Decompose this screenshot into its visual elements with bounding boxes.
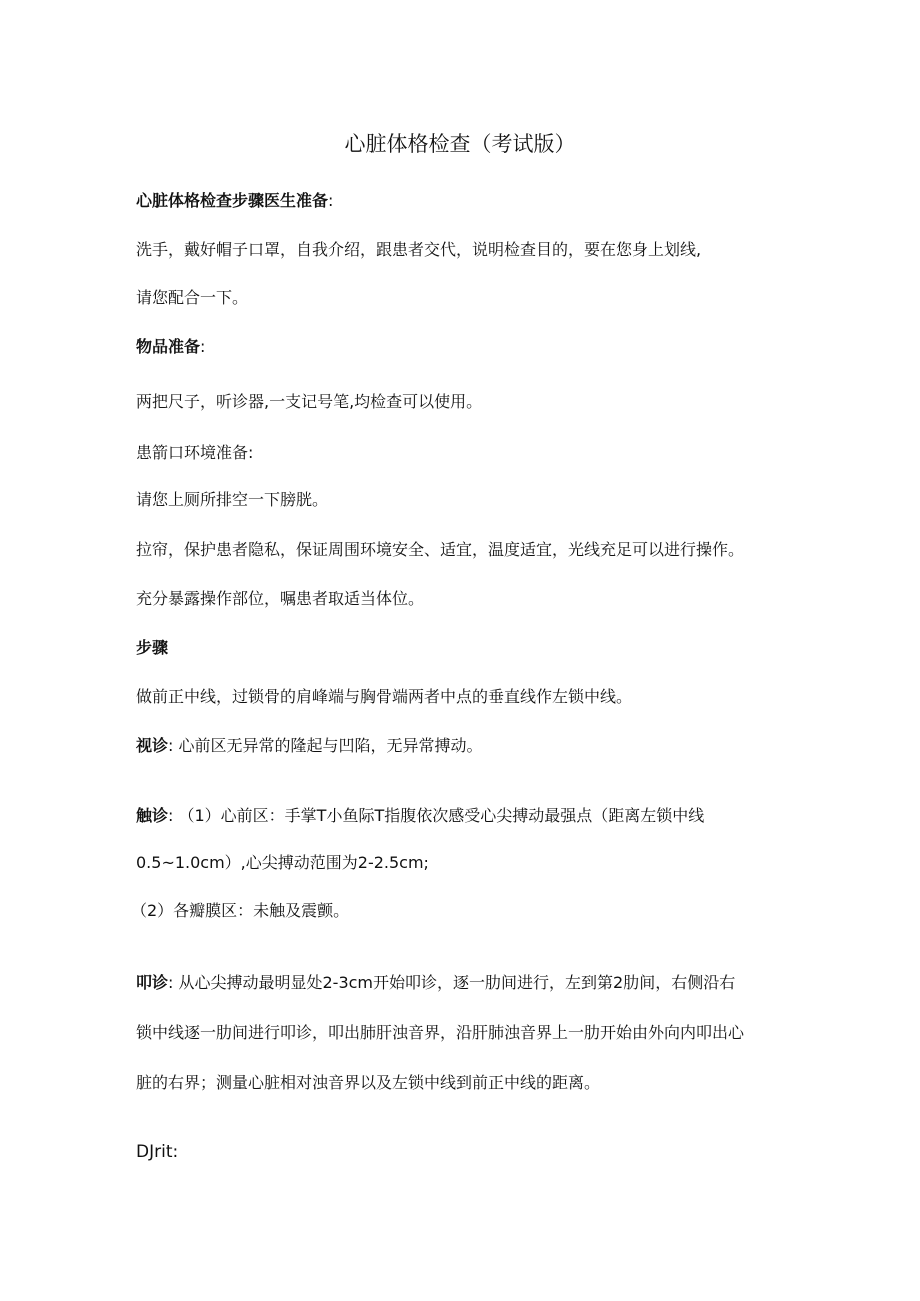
- doctor-prep-line2: 请您配合一下。: [136, 288, 249, 307]
- doctor-prep-heading-line: [136, 190, 333, 212]
- percussion-label: 叩诊: [136, 973, 169, 992]
- inspection-label: 视诊: [136, 736, 169, 755]
- steps-line1: 做前正中线，过锁骨的肩峰端与胸骨端两者中点的垂直线作左锁中线。: [136, 687, 633, 706]
- items-text: 两把尺子，听诊器,一支记号笔,均检查可以使用。: [136, 392, 483, 411]
- doctor-prep-line1: 洗手，戴好帽子口罩，自我介绍，跟患者交代，说明检查目的，要在您身上划线,: [136, 240, 702, 259]
- palpation-label: 触诊: [136, 806, 169, 825]
- env-line1: 请您上厕所排空一下膀胱。: [136, 490, 329, 509]
- doctor-prep-heading: 心脏体格检查步骤医生准备: [136, 191, 329, 210]
- palpation-line1: [136, 805, 704, 827]
- last-line: DJrit:: [136, 1142, 179, 1162]
- palpation-text3: （2）各瓣膜区：未触及震颤。: [131, 901, 350, 920]
- items-heading-line: [136, 336, 205, 358]
- percussion-text1: : 从心尖搏动最明显处2-3cm开始叩诊，逐一肋间进行，左到第2肋间，右侧沿右: [168, 973, 736, 992]
- palpation-text1: : （1）心前区：手掌T小鱼际T指腹依次感受心尖搏动最强点（距离左锁中线: [168, 806, 705, 825]
- items-colon: :: [200, 337, 206, 356]
- document-title: 心脏体格检查（考试版）: [344, 132, 576, 156]
- doctor-prep-colon: :: [328, 191, 334, 210]
- inspection-line: [136, 735, 483, 757]
- percussion-text3: 脏的右界；测量心脏相对浊音界以及左锁中线到前正中线的距离。: [136, 1073, 601, 1092]
- env-line3: 充分暴露操作部位，嘱患者取适当体位。: [136, 589, 425, 608]
- items-heading: 物品准备: [136, 337, 201, 356]
- palpation-text2: 0.5~1.0cm）,心尖搏动范围为2-2.5cm;: [136, 853, 429, 872]
- env-heading: 患箭口环境准备:: [136, 443, 254, 462]
- steps-heading: 步骤: [136, 638, 169, 657]
- percussion-text2: 锁中线逐一肋间进行叩诊，叩出肺肝浊音界，沿肝肺浊音界上一肋开始由外向内叩出心: [136, 1023, 745, 1042]
- env-line2: 拉帘，保护患者隐私，保证周围环境安全、适宜，温度适宜，光线充足可以进行操作。: [136, 540, 745, 559]
- inspection-text: : 心前区无异常的隆起与凹陷，无异常搏动。: [168, 736, 483, 755]
- percussion-line1: [136, 972, 735, 994]
